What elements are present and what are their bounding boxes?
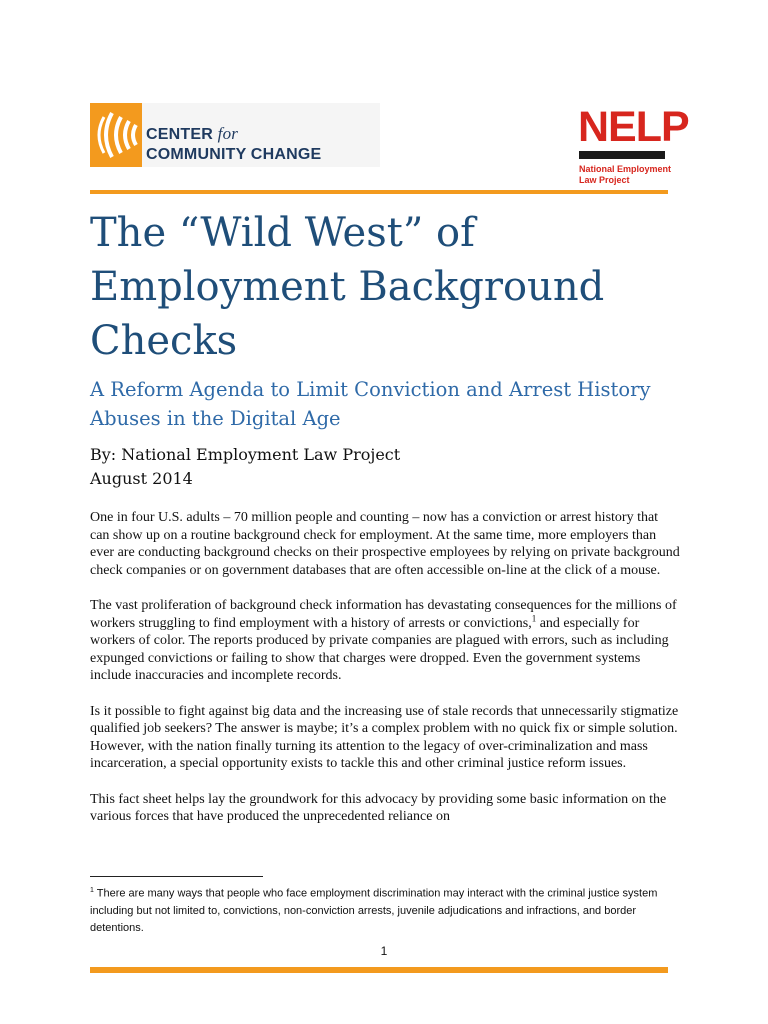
header-divider <box>90 190 668 194</box>
document-subtitle <box>90 375 690 433</box>
paragraph <box>90 597 680 685</box>
ccc-arcs-logo-mark <box>90 103 142 167</box>
footnote-marker: 1 <box>90 887 94 894</box>
paragraph-text: and especially for workers of color. The reports produced by private companies are plagued with errors, such as including expunged convictions or failing to show that charges were dropped. Even the government systems include inaccuracies and incomplete records. <box>90 615 669 684</box>
ccc-logo-text <box>146 124 321 165</box>
document-title <box>90 206 690 368</box>
subtitle-line: A Reform Agenda to Limit Conviction and Arrest History <box>90 378 651 401</box>
byline <box>90 443 690 491</box>
page-number: 1 <box>380 944 388 958</box>
nelp-logo-word: NELP <box>578 103 689 151</box>
nelp-logo-subtitle: National Employment Law Project <box>579 164 672 185</box>
center-for-community-change-logo <box>90 103 380 167</box>
ccc-logo-for: for <box>217 124 239 143</box>
footnote-reference[interactable]: 1 <box>531 612 537 623</box>
paragraph-text: The vast proliferation of background check information has devastating consequences for the millions of workers struggling to find employment with a history of arrests or convictions, <box>90 597 677 631</box>
footnote-divider <box>90 876 263 877</box>
body-text <box>90 509 680 843</box>
footnote-text: There are many ways that people who face employment discrimination may interact with the criminal justice system including but not limited to, convictions, non-conviction arrests, juvenile adjudications and infractions, and border detentions. <box>90 887 658 934</box>
paragraph: One in four U.S. adults – 70 million people and counting – now has a conviction or arrest history that can show up on a routine background check for employment. At the same time, more employers than ever are conducting background checks on their prospective employees by relying on private background check companies or on government databases that are often accessible on-line at the click of a mouse. <box>90 510 680 578</box>
footer-divider <box>90 967 668 973</box>
nelp-logo <box>578 103 689 194</box>
byline-date: August 2014 <box>90 469 193 488</box>
nelp-logo-bar <box>579 151 665 159</box>
title-line: Checks <box>90 318 238 364</box>
subtitle-line: Abuses in the Digital Age <box>90 407 341 430</box>
footnote <box>90 882 690 937</box>
ccc-logo-community-change: COMMUNITY CHANGE <box>146 146 322 163</box>
ccc-logo-center: CENTER <box>146 126 213 143</box>
paragraph: Is it possible to fight against big data and the increasing use of stale records that unnecessarily stigmatize qualified job seekers? The answer is maybe; it’s a complex problem with no quick fix or simple solution. However, with the nation finally turning its attention to the legacy of over-criminalization and mass incarceration, a special opportunity exists to tackle this and other criminal justice reform issues. <box>90 703 679 772</box>
paragraph: This fact sheet helps lay the groundwork for this advocacy by providing some basic information on the various forces that have produced the unprecedented reliance on <box>90 791 667 825</box>
byline-author: By: National Employment Law Project <box>90 445 401 464</box>
title-line: Employment Background <box>90 264 605 310</box>
title-line: The “Wild West” of <box>90 210 475 256</box>
